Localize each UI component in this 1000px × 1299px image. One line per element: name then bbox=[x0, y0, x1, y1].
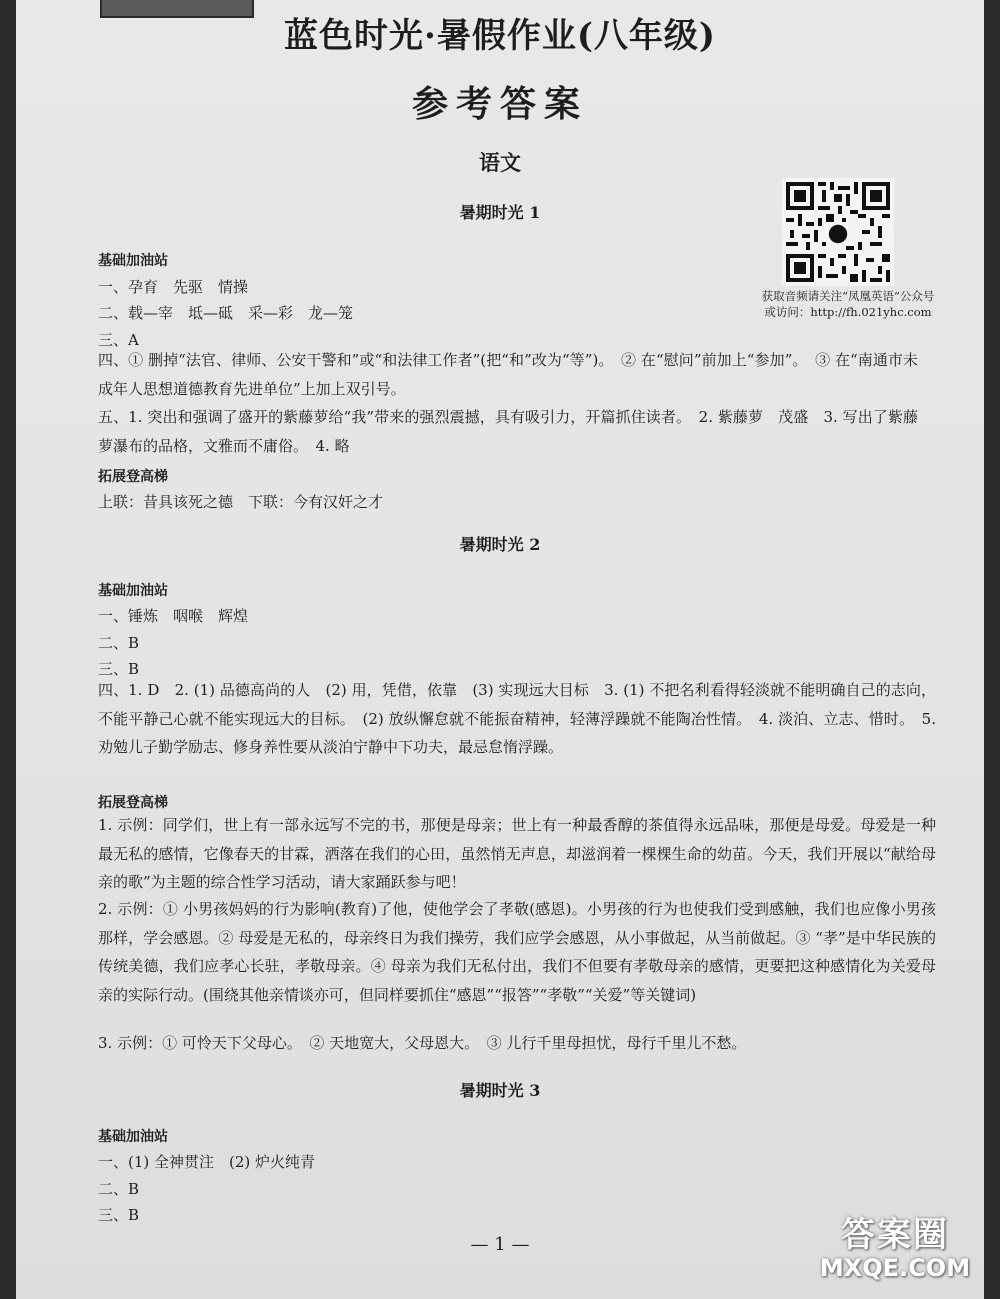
basic-label-1: 基础加油站 bbox=[98, 253, 168, 269]
subject-title: 语文 bbox=[479, 150, 521, 175]
s2-line-2: 二、B bbox=[98, 634, 140, 652]
qr-caption bbox=[728, 288, 968, 320]
book-title: 蓝色时光·暑假作业(八年级) bbox=[283, 16, 716, 56]
ext-label-1: 拓展登高梯 bbox=[98, 469, 168, 485]
s2-line-3: 三、B bbox=[98, 660, 140, 678]
section-title-1: 暑期时光 1 bbox=[459, 203, 541, 222]
qr-caption-line2: 或访问：http://fh.021yhc.com bbox=[764, 305, 932, 319]
s2-line-1: 一、锤炼 咽喉 辉煌 bbox=[98, 607, 249, 625]
s1-line-2: 二、载—宰 坻—砥 采—彩 龙—笼 bbox=[98, 304, 354, 322]
answer-title: 参考答案 bbox=[411, 83, 588, 125]
qr-code-icon bbox=[782, 178, 894, 286]
s3-line-2: 二、B bbox=[98, 1180, 140, 1198]
s2-ext-item-2: 2. 示例：① 小男孩妈妈的行为影响(教育)了他，使他学会了孝敬(感恩)。小男孩的行为也使我们受到感触，我们也应像小男孩那样，学会感恩。② 母爱是无私的，母亲终日为我们操劳，我们应学会感恩，从小事做起，从当前做起。③ “孝”是中华民族的传统美德，我们应孝心长驻，孝敬母亲。④ 母亲为我们无私付出，我们不但要有孝敬母亲的感情，更要把这种感情化为关爱母亲的实际行动。(围绕其他亲情谈亦可，但同样要抓住“感恩”“报答”“孝敬”“关爱”等关键词) bbox=[98, 900, 936, 1004]
s3-line-3: 三、B bbox=[98, 1206, 140, 1224]
ext-label-2: 拓展登高梯 bbox=[98, 795, 168, 811]
s1-ext-text: 上联：昔具该死之德 下联：今有汉奸之才 bbox=[98, 493, 384, 511]
watermark-sub: MXQE.COM bbox=[819, 1254, 971, 1282]
page-number: — 1 — bbox=[470, 1234, 530, 1255]
section-title-2: 暑期时光 2 bbox=[459, 535, 541, 554]
section-title-3: 暑期时光 3 bbox=[459, 1081, 541, 1100]
s2-question-4: 四、1. D 2. (1) 品德高尚的人 (2) 用，凭借，依靠 (3) 实现远大目标 3. (1) 不把名利看得轻淡就不能明确自己的志向，不能平静己心就不能实现远大的目标。 (2) 放纵懈怠就不能振奋精神，轻薄浮躁就不能陶冶性情。 4. 淡泊、立志、惜时。 5. 劝勉儿子勤学励志、修身养性要从淡泊宁静中下功夫，最忌怠惰浮躁。 bbox=[98, 681, 936, 756]
qr-caption-line1: 获取音频请关注“凤凰英语”公众号 bbox=[761, 289, 935, 303]
s3-line-1: 一、(1) 全神贯注 (2) 炉火纯青 bbox=[98, 1153, 316, 1171]
s1-question-5: 五、1. 突出和强调了盛开的紫藤萝给“我”带来的强烈震撼，具有吸引力，开篇抓住读者。 2. 紫藤萝 茂盛 3. 写出了紫藤萝瀑布的品格，文雅而不庸俗。 4. 略 bbox=[98, 408, 918, 455]
basic-label-3: 基础加油站 bbox=[98, 1129, 168, 1145]
site-watermark bbox=[806, 1207, 984, 1282]
s2-ext-item-1: 1. 示例：同学们，世上有一部永远写不完的书，那便是母亲；世上有一种最香醇的茶值得永远品味，那便是母爱。母爱是一种最无私的感情，它像春天的甘霖，洒落在我们的心田，虽然悄无声息，却滋润着一棵棵生命的幼苗。今天，我们开展以“献给母亲的歌”为主题的综合性学习活动，请大家踊跃参与吧！ bbox=[98, 816, 936, 891]
s2-ext-item-3: 3. 示例：① 可怜天下父母心。 ② 天地宽大，父母恩大。 ③ 儿行千里母担忧，母行千里儿不愁。 bbox=[98, 1034, 747, 1052]
s1-line-1: 一、孕育 先驱 情操 bbox=[98, 278, 249, 296]
answer-sheet bbox=[16, 0, 984, 1299]
s1-line-3: 三、A bbox=[98, 331, 139, 349]
basic-label-2: 基础加油站 bbox=[98, 583, 168, 599]
watermark-main: 答案圈 bbox=[841, 1215, 949, 1255]
s1-question-4: 四、① 删掉“法官、律师、公安干警和”或“和法律工作者”(把“和”改为“等”)。 ② 在“慰问”前加上“参加”。 ③ 在“南通市未成年人思想道德教育先进单位”上加上双引号。 bbox=[98, 351, 918, 398]
